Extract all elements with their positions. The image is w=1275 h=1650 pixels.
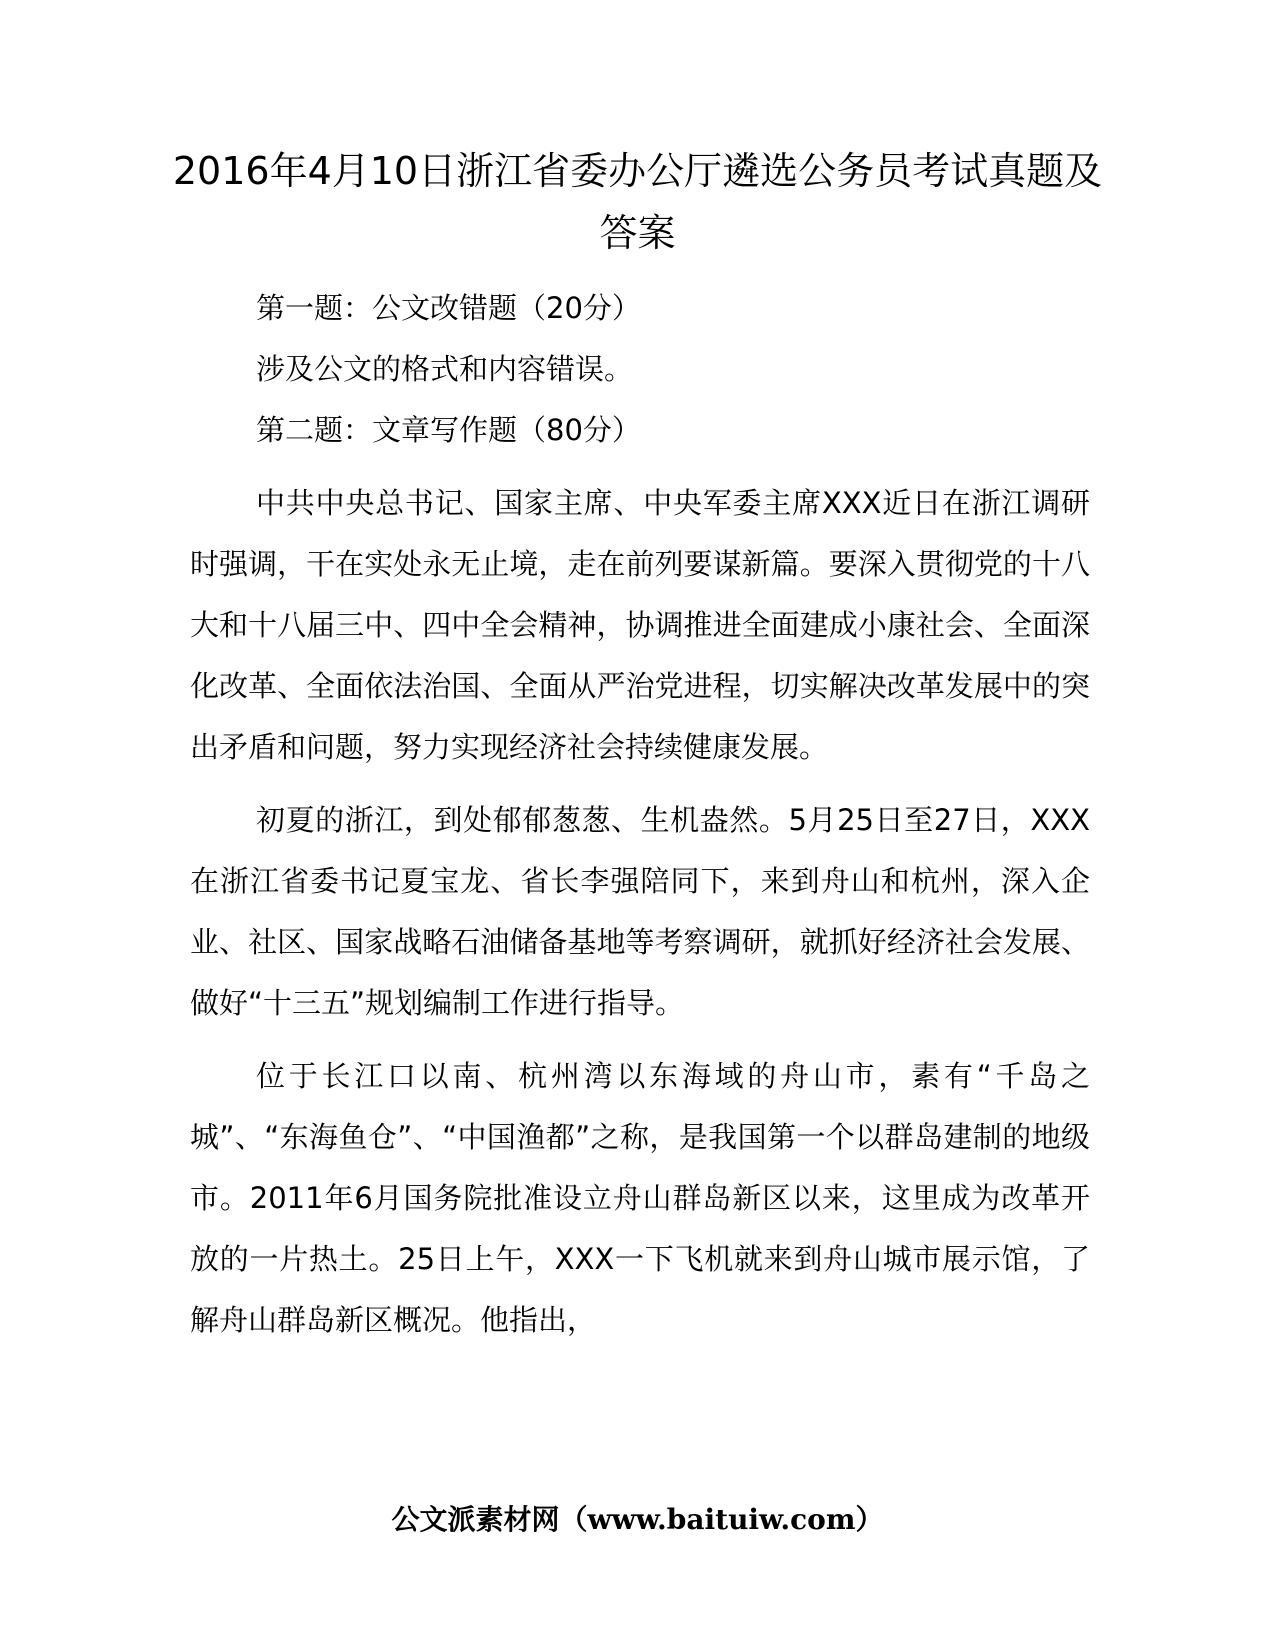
- page-footer: 公文派素材网（www.baituiw.com）: [391, 1503, 884, 1536]
- question-one-heading: 第一题：公文改错题（20分）: [256, 291, 641, 325]
- question-two-heading: 第二题：文章写作题（80分）: [256, 413, 641, 447]
- body-paragraph: 位于长江口以南、杭州湾以东海域的舟山市，素有“千岛之城”、“东海鱼仓”、“中国渔都”之称，是我国第一个以群岛建制的地级市。2011年6月国务院批准设立舟山群岛新区以来，这里成为改革开放的一片热土。25日上午，XXX一下飞机就来到舟山城市展示馆，了解舟山群岛新区概况。他指出，: [190, 1059, 1090, 1337]
- body-paragraph: 初夏的浙江，到处郁郁葱葱、生机盎然。5月25日至27日，XXX在浙江省委书记夏宝龙、省长李强陪同下，来到舟山和杭州，深入企业、社区、国家战略石油储备基地等考察调研，就抓好经济社会发展、做好“十三五”规划编制工作进行指导。: [190, 803, 1090, 1020]
- body-paragraph: 中共中央总书记、国家主席、中央军委主席XXX近日在浙江调研时强调，干在实处永无止境，走在前列要谋新篇。要深入贯彻党的十八大和十八届三中、四中全会精神，协调推进全面建成小康社会、全面深化改革、全面依法治国、全面从严治党进程，切实解决改革发展中的突出矛盾和问题，努力实现经济社会持续健康发展。: [190, 486, 1090, 764]
- question-one-description: 涉及公文的格式和内容错误。: [256, 352, 634, 386]
- document-body: [190, 278, 1090, 1351]
- document-title: 2016年4月10日浙江省委办公厅遴选公务员考试真题及答案: [172, 149, 1103, 255]
